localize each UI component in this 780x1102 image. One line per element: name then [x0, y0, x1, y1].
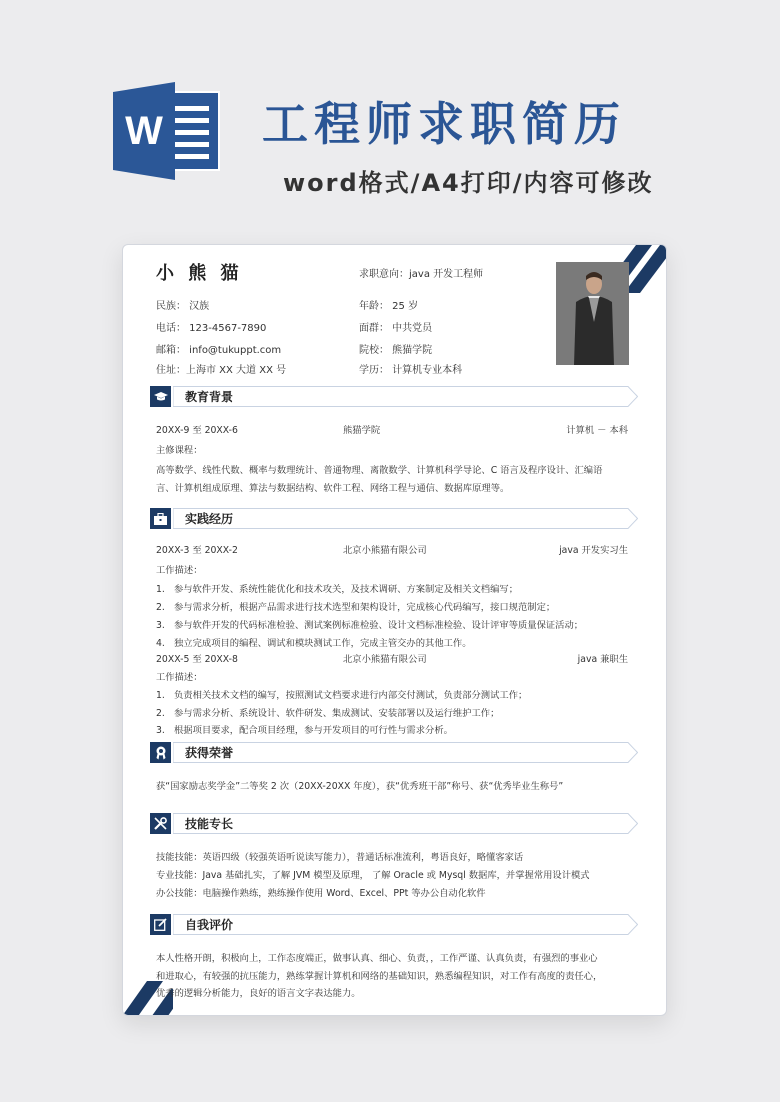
- info-address: 住址：上海市 XX 大道 XX 号: [156, 365, 287, 376]
- info-ethnicity: 民族： 汉族: [156, 301, 210, 312]
- honors-text: 获“国家励志奖学金”二等奖 2 次（20XX-20XX 年度），获“优秀班干部”称号、获“优秀毕业生称号”: [156, 781, 564, 792]
- section-skills-header: [150, 813, 638, 834]
- section-practice-header: [150, 508, 638, 529]
- section-ribbon: [173, 386, 638, 407]
- info-degree: 学历： 计算机专业本科: [359, 365, 463, 376]
- word-icon: [113, 82, 225, 180]
- info-politics: 面群： 中共党员: [359, 323, 433, 334]
- section-practice-title: 实践经历: [185, 512, 234, 526]
- section-skills-title: 技能专长: [185, 817, 234, 831]
- info-email: 邮箱： info@tukuppt.com: [156, 345, 282, 356]
- skills-line: 专业技能：Java 基础扎实，了解 JVM 模型及原理， 了解 Oracle 或 Mysql 数据库，并掌握常用设计模式: [156, 870, 590, 881]
- edu-courses-line: 高等数学、线性代数、概率与数理统计、普通物理、离散数学、计算机科学导论、C 语言及程序设计、汇编语: [156, 465, 603, 476]
- job1-item: 3. 参与软件开发的代码标准检验、测试案例标准检验、设计文档标准检验、设计评审等质量保证活动；: [156, 620, 584, 631]
- edu-courses-label: 主修课程：: [156, 445, 203, 456]
- job2-desc-label: 工作描述：: [156, 672, 203, 683]
- job1-item: 2. 参与需求分析，根据产品需求进行技术选型和架构设计，完成核心代码编写，接口规范制定；: [156, 602, 556, 613]
- section-self-header: [150, 914, 638, 935]
- tools-icon: [150, 813, 171, 834]
- self-eval-line: 优秀的逻辑分析能力，良好的语言文字表达能力。: [156, 988, 361, 999]
- medal-icon: [150, 742, 171, 763]
- profile-photo: [556, 262, 629, 365]
- candidate-name: 小 熊 猫: [156, 263, 243, 284]
- job1-item: 1. 参与软件开发、系统性能优化和技术攻关，及技术调研、方案制定及相关文档编写；: [156, 584, 518, 595]
- job-objective: 求职意向：java 开发工程师: [359, 269, 484, 280]
- job1-period: 20XX-3 至 20XX-2: [156, 545, 238, 556]
- skills-line: 技能技能：英语四级（较强英语听说读写能力），普通话标准流利，粤语良好，略懂客家话: [156, 852, 524, 863]
- section-honors-header: [150, 742, 638, 763]
- job1-company: 北京小熊猫有限公司: [343, 545, 427, 556]
- resume-page: [122, 244, 667, 1016]
- edu-school: 熊猫学院: [343, 425, 381, 436]
- word-icon-letter: W: [125, 109, 163, 153]
- job1-title: java 开发实习生: [559, 545, 628, 556]
- self-eval-line: 本人性格开朗，积极向上，工作态度端正，做事认真、细心、负责，，工作严谨、认真负责，有强烈的事业心: [156, 953, 598, 964]
- info-phone: 电话： 123-4567-7890: [156, 323, 267, 334]
- info-school: 院校： 熊猫学院: [359, 345, 433, 356]
- section-self-title: 自我评价: [185, 918, 234, 932]
- job2-period: 20XX-5 至 20XX-8: [156, 654, 238, 665]
- skills-line: 办公技能：电脑操作熟练，熟练操作使用 Word、Excel、PPt 等办公自动化软件: [156, 888, 486, 899]
- banner-subtitle: word格式/A4打印/内容可修改: [283, 169, 654, 197]
- briefcase-icon: [150, 508, 171, 529]
- edu-major: 计算机 － 本科: [566, 425, 628, 436]
- graduation-cap-icon: [150, 386, 171, 407]
- job2-item: 1. 负责相关技术文档的编写，按照测试文档要求进行内部交付测试，负责部分测试工作；: [156, 690, 528, 701]
- section-education-title: 教育背景: [185, 390, 234, 404]
- section-ribbon: [173, 914, 638, 935]
- section-ribbon: [173, 813, 638, 834]
- info-age: 年龄： 25 岁: [359, 301, 419, 312]
- job2-item: 3. 根据项目要求，配合项目经理，参与开发项目的可行性与需求分析。: [156, 725, 453, 736]
- section-ribbon: [173, 742, 638, 763]
- section-honors-title: 获得荣誉: [185, 746, 234, 760]
- section-ribbon: [173, 508, 638, 529]
- job2-item: 2. 参与需求分析、系统设计、软件研发、集成测试、安装部署以及运行维护工作；: [156, 708, 500, 719]
- job2-title: java 兼职生: [577, 654, 628, 665]
- section-education-header: [150, 386, 638, 407]
- job1-desc-label: 工作描述：: [156, 565, 203, 576]
- edit-icon: [150, 914, 171, 935]
- banner-title: 工程师求职简历: [262, 97, 626, 151]
- edu-period: 20XX-9 至 20XX-6: [156, 425, 238, 436]
- edu-courses-line: 言、计算机组成原理、算法与数据结构、软件工程、网络工程与通信、数据库原理等。: [156, 483, 510, 494]
- self-eval-line: 和进取心，有较强的抗压能力，熟练掌握计算机和网络的基础知识，熟悉编程知识，对工作有高度的责任心，: [156, 971, 603, 982]
- job1-item: 4. 独立完成项目的编程、调试和模块测试工作，完成主管交办的其他工作。: [156, 638, 472, 649]
- job2-company: 北京小熊猫有限公司: [343, 654, 427, 665]
